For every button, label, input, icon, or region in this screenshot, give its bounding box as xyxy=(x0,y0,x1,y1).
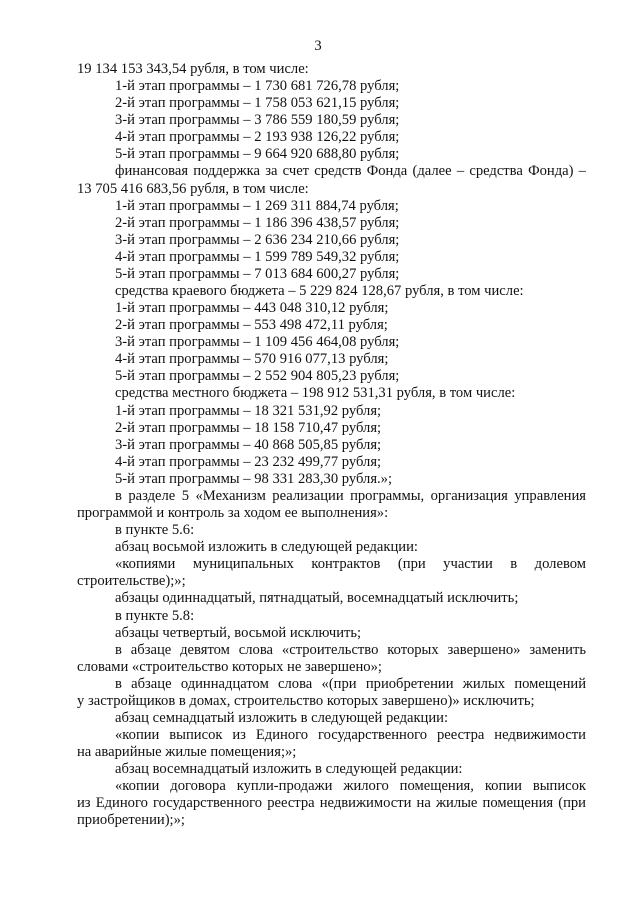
text-line: абзац восьмой изложить в следующей редакции: xyxy=(115,539,418,556)
text-line: «копии договора купли-продажи жилого помещения, копии выписок xyxy=(115,778,586,795)
text-line: 3-й этап программы – 40 868 505,85 рубля; xyxy=(115,436,382,453)
text-line: программой и контроль за ходом ее выполнения»: xyxy=(77,505,389,522)
text-line: 5-й этап программы – 7 013 684 600,27 рубля; xyxy=(115,265,400,282)
text-line: 4-й этап программы – 23 232 499,77 рубля; xyxy=(115,453,382,470)
text-line: абзацы одиннадцатый, пятнадцатый, восемнадцатый исключить; xyxy=(115,590,519,607)
text-line: 4-й этап программы – 2 193 938 126,22 рубля; xyxy=(115,129,400,146)
text-line: средства местного бюджета – 198 912 531,31 рубля, в том числе: xyxy=(115,385,516,402)
text-line: в абзаце одиннадцатом слова «(при приобретении жилых помещений xyxy=(115,675,586,692)
text-line: 5-й этап программы – 9 664 920 688,80 рубля; xyxy=(115,146,400,163)
text-line: в абзаце девятом слова «строительство которых завершено» заменить xyxy=(115,641,586,658)
text-line: «копии выписок из Единого государственного реестра недвижимости xyxy=(115,727,586,744)
text-line: 13 705 416 683,56 рубля, в том числе: xyxy=(77,180,309,197)
text-line: 3-й этап программы – 1 109 456 464,08 рубля; xyxy=(115,334,400,351)
text-line: 1-й этап программы – 18 321 531,92 рубля; xyxy=(115,402,382,419)
text-line: абзац восемнадцатый изложить в следующей редакции: xyxy=(115,761,463,778)
text-line: 2-й этап программы – 1 186 396 438,57 рубля; xyxy=(115,214,400,231)
text-line: 2-й этап программы – 1 758 053 621,15 рубля; xyxy=(115,95,400,112)
text-line: в разделе 5 «Механизм реализации программы, организация управления xyxy=(115,487,586,504)
text-line: «копиями муниципальных контрактов (при участии в долевом xyxy=(115,556,586,573)
document-body xyxy=(77,61,586,830)
text-line: 4-й этап программы – 570 916 077,13 рубля; xyxy=(115,351,389,368)
text-line: у застройщиков в домах, строительство которых завершено)» исключить; xyxy=(77,692,535,709)
text-line: 4-й этап программы – 1 599 789 549,32 рубля; xyxy=(115,248,400,265)
text-line: 5-й этап программы – 2 552 904 805,23 рубля; xyxy=(115,368,400,385)
text-line: на аварийные жилые помещения;»; xyxy=(77,744,297,761)
text-line: 1-й этап программы – 443 048 310,12 рубля; xyxy=(115,300,389,317)
text-line: средства краевого бюджета – 5 229 824 128,67 рубля, в том числе: xyxy=(115,283,524,300)
text-line: 1-й этап программы – 1 730 681 726,78 рубля; xyxy=(115,78,400,95)
text-line: строительстве);»; xyxy=(77,573,186,590)
text-line: из Единого государственного реестра недвижимости на жилые помещения (при xyxy=(77,795,586,812)
text-line: 3-й этап программы – 2 636 234 210,66 рубля; xyxy=(115,231,400,248)
text-line: в пункте 5.8: xyxy=(115,607,195,624)
text-line: словами «строительство которых не завершено»; xyxy=(77,658,382,675)
text-line: 5-й этап программы – 98 331 283,30 рубля.»; xyxy=(115,470,393,487)
text-line: абзац семнадцатый изложить в следующей редакции: xyxy=(115,709,449,726)
text-line: абзацы четвертый, восьмой исключить; xyxy=(115,624,362,641)
text-line: финансовая поддержка за счет средств Фонда (далее – средства Фонда) – xyxy=(115,163,586,180)
text-line: 3-й этап программы – 3 786 559 180,59 рубля; xyxy=(115,112,400,129)
text-line: в пункте 5.6: xyxy=(115,522,195,539)
text-line: 2-й этап программы – 553 498 472,11 рубля; xyxy=(115,317,388,334)
text-line: 1-й этап программы – 1 269 311 884,74 рубля; xyxy=(115,197,399,214)
text-line: 2-й этап программы – 18 158 710,47 рубля; xyxy=(115,419,382,436)
page-number: 3 xyxy=(314,38,322,54)
text-line: приобретении);»; xyxy=(77,812,185,829)
text-line: 19 134 153 343,54 рубля, в том числе: xyxy=(77,61,309,77)
